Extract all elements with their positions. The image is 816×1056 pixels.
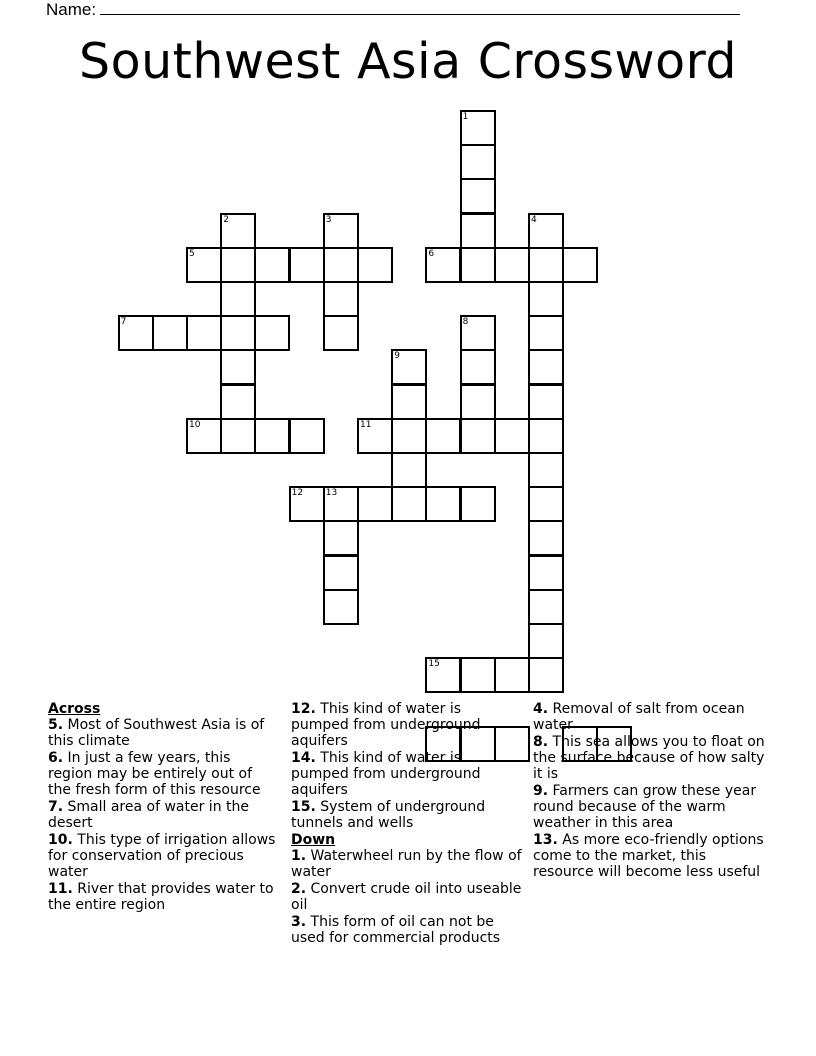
grid-cell[interactable] [460, 247, 496, 283]
grid-cell[interactable] [220, 384, 256, 420]
clue-number-label: 10 [189, 419, 201, 430]
grid-cell[interactable] [460, 384, 496, 420]
grid-cell[interactable] [186, 247, 222, 283]
grid-cell[interactable] [220, 315, 256, 351]
grid-cell[interactable] [254, 418, 290, 454]
clue-text: System of underground tunnels and wells [291, 799, 486, 831]
grid-cell[interactable] [323, 589, 359, 625]
clue-number-label: 9 [394, 351, 400, 362]
clue-number-label: 1 [462, 112, 469, 122]
grid-cell[interactable] [460, 110, 496, 146]
clue-number-label: 6 [428, 248, 435, 259]
grid-cell[interactable] [528, 555, 564, 591]
clue-text: In just a few years, this region may be entirely out of the fresh form of this resource [48, 750, 261, 798]
grid-cell[interactable] [152, 315, 188, 351]
clue-number: 11. [48, 881, 73, 897]
grid-cell[interactable] [220, 213, 256, 249]
grid-cell[interactable] [220, 418, 256, 454]
grid-cell[interactable] [118, 315, 154, 351]
clue-number-label: 2 [223, 214, 229, 225]
clue-number-label: 15 [428, 659, 440, 670]
clue-number-label: 7 [120, 317, 127, 328]
grid-cell[interactable] [323, 213, 359, 249]
clue-number-label: 5 [189, 248, 195, 259]
grid-cell[interactable] [528, 486, 564, 522]
clue-number: 14. [291, 750, 316, 766]
grid-cell[interactable] [528, 281, 564, 317]
clue-down-3 [291, 914, 523, 946]
clue-column-1 [48, 701, 276, 914]
grid-cell[interactable] [254, 247, 290, 283]
clue-text: This type of irrigation allows for conservation of precious water [48, 832, 276, 880]
clue-text: This kind of water is pumped from underground aquifers [291, 750, 481, 798]
clue-across-14 [291, 750, 523, 798]
clue-text: Most of Southwest Asia is of this climate [48, 717, 265, 749]
grid-cell[interactable] [528, 657, 564, 693]
grid-cell[interactable] [528, 452, 564, 488]
clue-number: 12. [291, 701, 316, 717]
clue-text: Farmers can grow these year round because of the warm weather in this area [533, 783, 757, 831]
clue-text: As more eco-friendly options come to the market, this resource will become less useful [533, 832, 764, 880]
clue-number: 8. [533, 734, 549, 750]
clue-number: 15. [291, 799, 316, 815]
grid-cell[interactable] [460, 418, 496, 454]
clue-column-3 [533, 701, 769, 881]
grid-cell[interactable] [289, 486, 325, 522]
grid-cell[interactable] [220, 247, 256, 283]
clue-number: 13. [533, 832, 558, 848]
clue-across-11 [48, 881, 276, 913]
clue-down-8 [533, 734, 769, 782]
grid-cell[interactable] [220, 349, 256, 385]
clue-number: 7. [48, 799, 64, 815]
grid-cell[interactable] [357, 486, 393, 522]
clue-text: Removal of salt from ocean water [533, 701, 745, 733]
clue-number: 5. [48, 717, 64, 733]
grid-cell[interactable] [528, 418, 564, 454]
grid-cell[interactable] [528, 520, 564, 556]
clue-across-5 [48, 717, 276, 749]
grid-cell[interactable] [494, 418, 530, 454]
grid-cell[interactable] [391, 384, 427, 420]
grid-cell[interactable] [460, 213, 496, 249]
clue-text: This kind of water is pumped from underground aquifers [291, 701, 481, 749]
grid-cell[interactable] [186, 418, 222, 454]
clue-down-2 [291, 881, 523, 913]
grid-cell[interactable] [323, 520, 359, 556]
clue-across-7 [48, 799, 276, 831]
grid-cell[interactable] [528, 623, 564, 659]
clue-number-label: 13 [325, 488, 338, 499]
clue-number: 3. [291, 914, 307, 930]
grid-cell[interactable] [289, 247, 325, 283]
grid-cell[interactable] [323, 555, 359, 591]
clue-number-label: 4 [531, 214, 537, 225]
clue-number: 6. [48, 750, 64, 766]
grid-cell[interactable] [528, 589, 564, 625]
clue-number-label: 8 [462, 317, 469, 328]
grid-cell[interactable] [357, 418, 393, 454]
clue-down-9 [533, 783, 769, 831]
grid-cell[interactable] [460, 315, 496, 351]
grid-cell[interactable] [220, 281, 256, 317]
grid-cell[interactable] [460, 178, 496, 214]
grid-cell[interactable] [289, 418, 325, 454]
grid-cell[interactable] [494, 247, 530, 283]
clue-number: 10. [48, 832, 73, 848]
grid-cell[interactable] [357, 247, 393, 283]
page-title: Southwest Asia Crossword [79, 33, 737, 90]
clue-text: Convert crude oil into useable oil [291, 881, 522, 913]
grid-cell[interactable] [528, 213, 564, 249]
clue-text: Waterwheel run by the flow of water [291, 848, 522, 880]
grid-cell[interactable] [460, 486, 496, 522]
grid-cell[interactable] [528, 349, 564, 385]
clue-down-13 [533, 832, 769, 880]
clue-down-1 [291, 848, 523, 880]
grid-cell[interactable] [425, 486, 461, 522]
grid-cell[interactable] [323, 486, 359, 522]
clue-number: 9. [533, 783, 549, 799]
name-label: Name: [46, 0, 97, 19]
clue-text: This sea allows you to float on the surface because of how salty it is [533, 734, 765, 782]
clue-column-2 [291, 701, 523, 947]
clue-across-12 [291, 701, 523, 749]
grid-cell[interactable] [460, 349, 496, 385]
grid-cell[interactable] [425, 657, 461, 693]
grid-cell[interactable] [323, 315, 359, 351]
clue-across-10 [48, 832, 276, 880]
clue-text: River that provides water to the entire region [48, 881, 274, 913]
grid-cell[interactable] [494, 657, 530, 693]
clue-across-6 [48, 750, 276, 798]
grid-cell[interactable] [323, 281, 359, 317]
clue-number-label: 11 [360, 419, 372, 430]
clue-down-4 [533, 701, 769, 733]
across-heading: Across [48, 701, 101, 717]
clue-number-label: 12 [291, 488, 304, 499]
grid-cell[interactable] [528, 384, 564, 420]
grid-cell[interactable] [391, 486, 427, 522]
grid-cell[interactable] [425, 418, 461, 454]
grid-cell[interactable] [391, 452, 427, 488]
grid-cell[interactable] [391, 349, 427, 385]
grid-cell[interactable] [254, 315, 290, 351]
grid-cell[interactable] [425, 247, 461, 283]
clue-number: 4. [533, 701, 549, 717]
grid-cell[interactable] [460, 144, 496, 180]
grid-cell[interactable] [460, 657, 496, 693]
clue-across-15 [291, 799, 523, 831]
grid-cell[interactable] [391, 418, 427, 454]
grid-cell[interactable] [186, 315, 222, 351]
grid-cell[interactable] [562, 247, 598, 283]
clue-text: Small area of water in the desert [48, 799, 249, 831]
clue-text: This form of oil can not be used for commercial products [291, 914, 501, 946]
clue-number-label: 3 [325, 214, 332, 225]
clue-number: 1. [291, 848, 307, 864]
grid-cell[interactable] [528, 247, 564, 283]
grid-cell[interactable] [323, 247, 359, 283]
grid-cell[interactable] [528, 315, 564, 351]
down-heading: Down [291, 832, 336, 848]
clue-number: 2. [291, 881, 307, 897]
